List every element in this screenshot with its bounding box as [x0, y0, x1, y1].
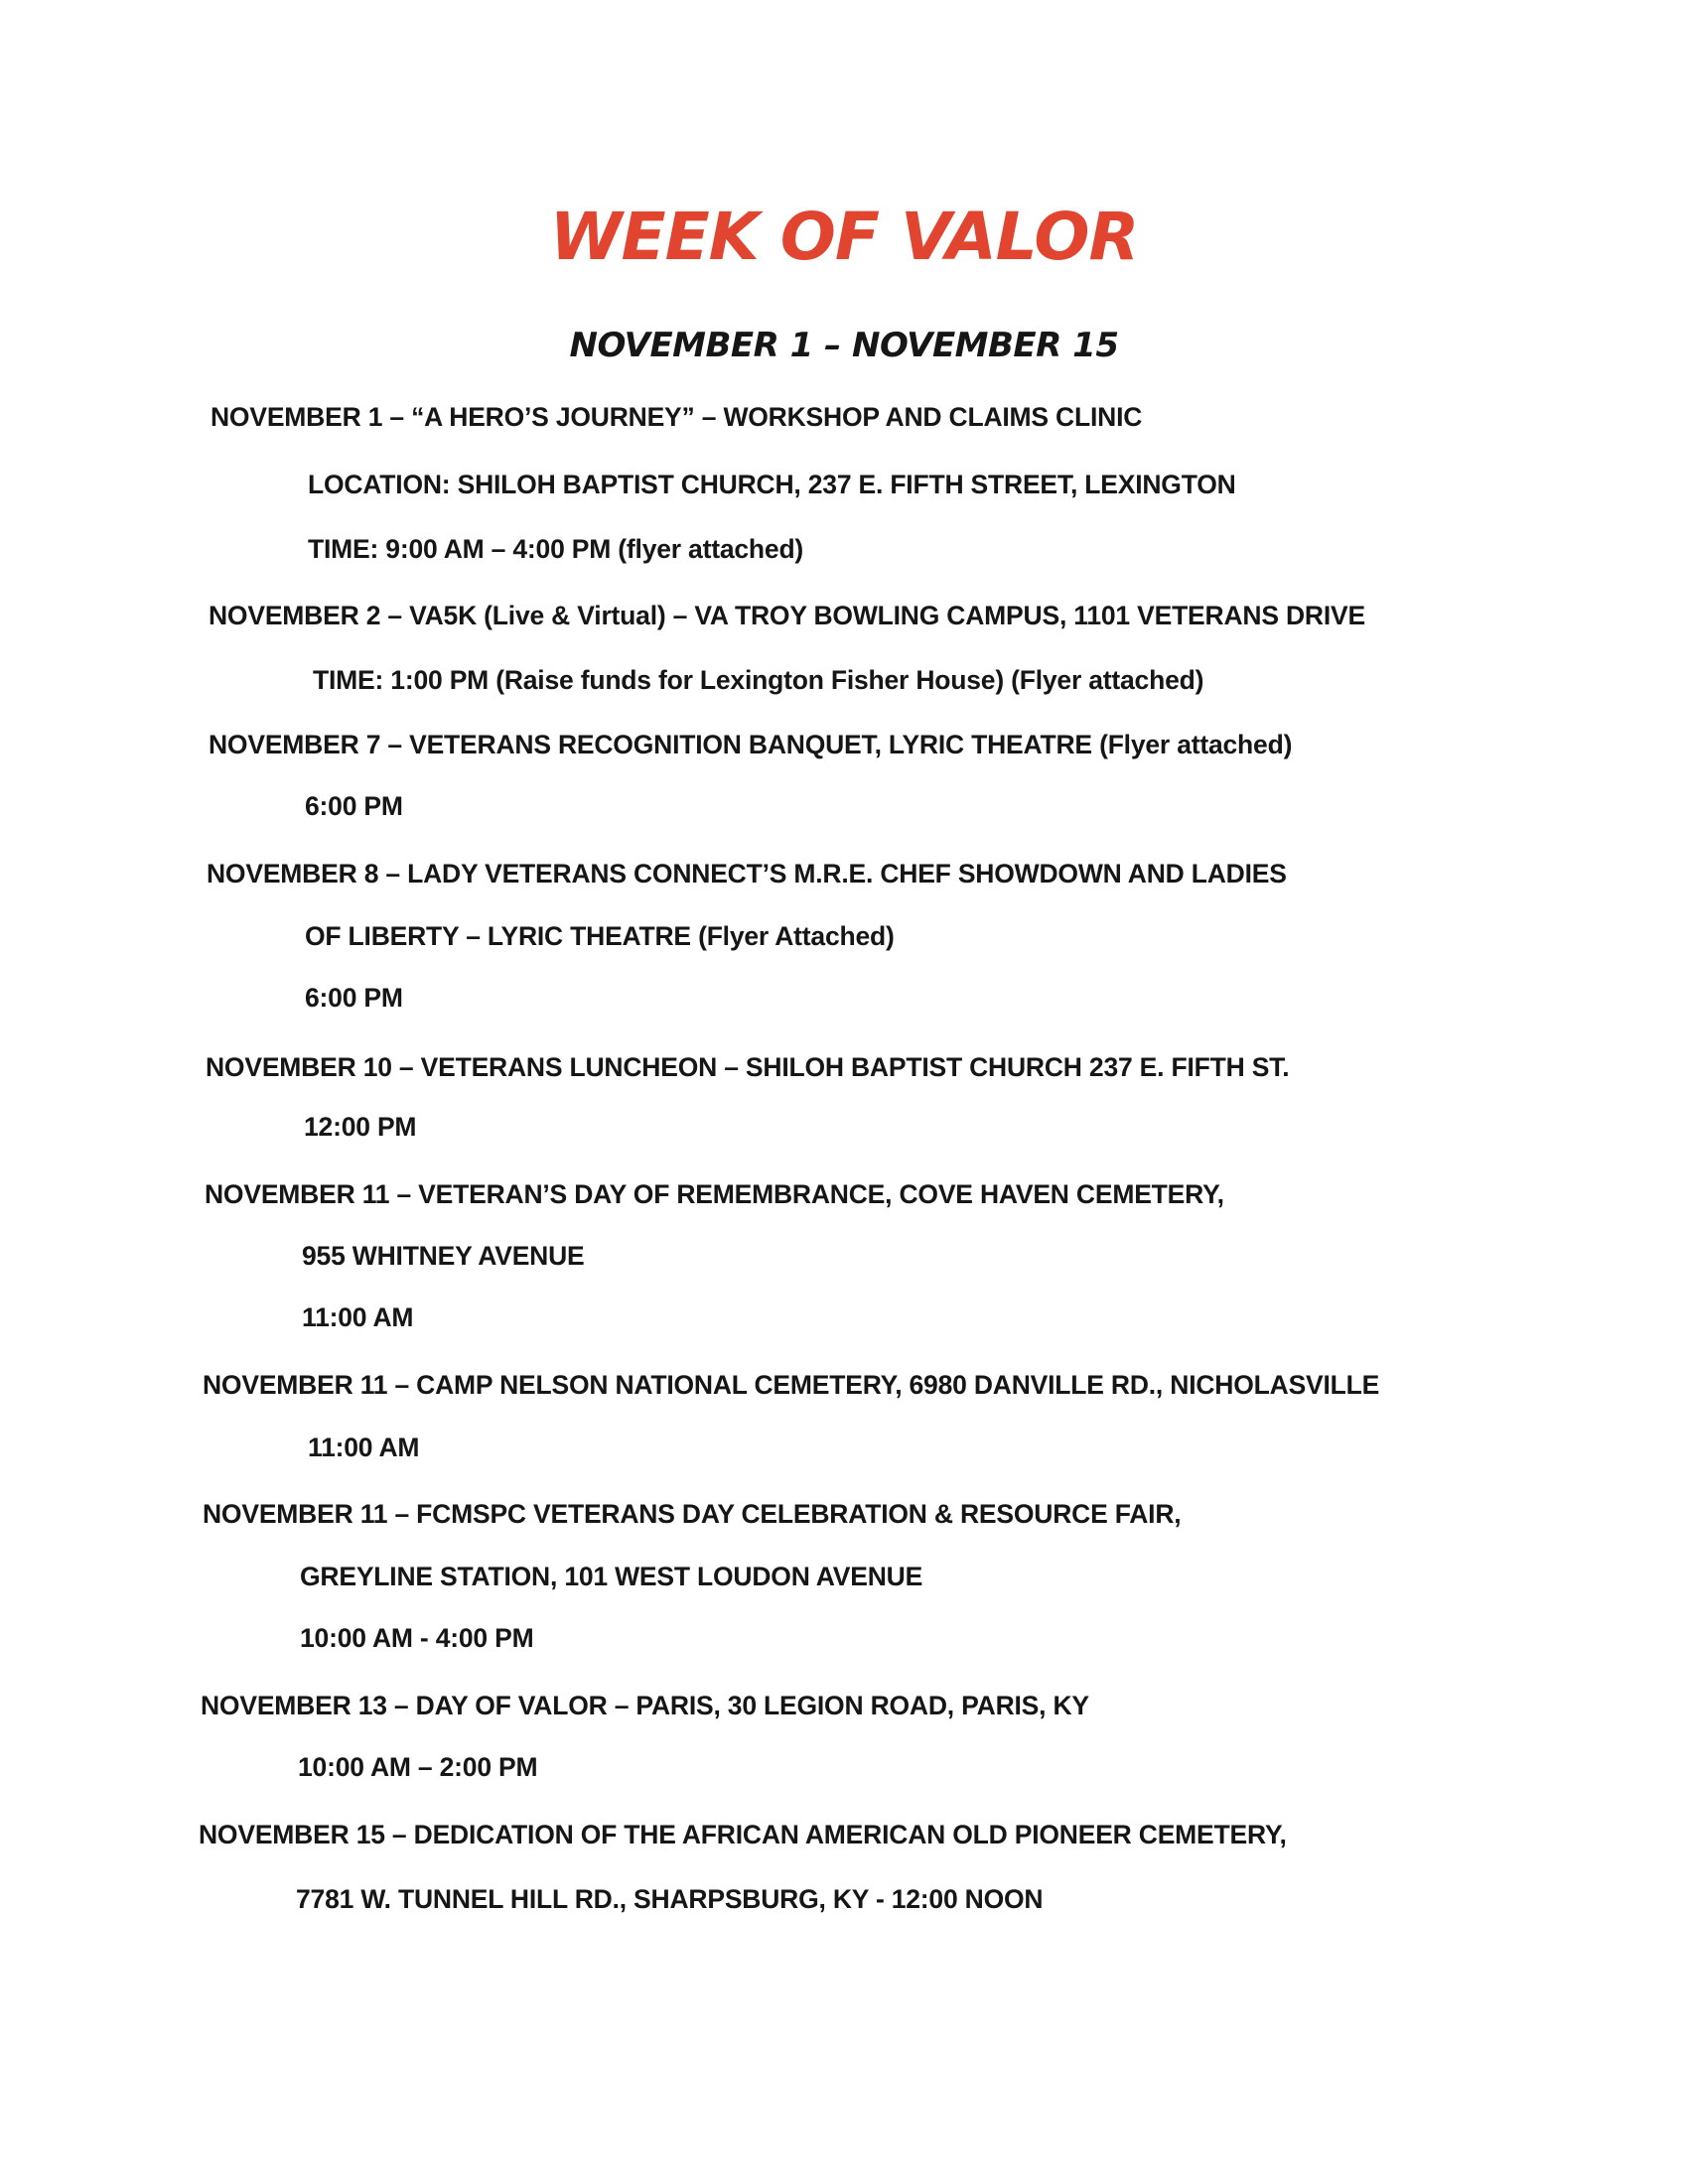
document-title: WEEK OF VALOR [549, 199, 1139, 275]
event-heading: NOVEMBER 1 – “A HERO’S JOURNEY” – WORKSHOP AND CLAIMS CLINIC [211, 402, 1143, 432]
event-heading: NOVEMBER 11 – CAMP NELSON NATIONAL CEMETERY, 6980 DANVILLE RD., NICHOLASVILLE [203, 1370, 1380, 1400]
date-range-subtitle: NOVEMBER 1 – NOVEMBER 15 [569, 326, 1119, 365]
event-detail: 11:00 AM [302, 1302, 414, 1332]
event-detail: 6:00 PM [305, 983, 403, 1013]
event-heading: NOVEMBER 10 – VETERANS LUNCHEON – SHILOH BAPTIST CHURCH 237 E. FIFTH ST. [206, 1052, 1290, 1082]
event-detail: 10:00 AM – 2:00 PM [298, 1752, 538, 1782]
event-detail: 12:00 PM [304, 1112, 417, 1142]
event-detail: 10:00 AM - 4:00 PM [300, 1623, 534, 1653]
event-heading: NOVEMBER 8 – LADY VETERANS CONNECT’S M.R.E. CHEF SHOWDOWN AND LADIES [207, 859, 1287, 888]
event-detail: 6:00 PM [305, 791, 403, 821]
event-detail: GREYLINE STATION, 101 WEST LOUDON AVENUE [300, 1562, 923, 1591]
event-detail: TIME: 1:00 PM (Raise funds for Lexington Fisher House) (Flyer attached) [313, 665, 1204, 695]
event-heading: NOVEMBER 13 – DAY OF VALOR – PARIS, 30 LEGION ROAD, PARIS, KY [201, 1691, 1089, 1720]
event-detail: TIME: 9:00 AM – 4:00 PM (flyer attached) [308, 534, 804, 564]
event-detail: 7781 W. TUNNEL HILL RD., SHARPSBURG, KY - 12:00 NOON [296, 1884, 1044, 1914]
event-detail: 11:00 AM [308, 1433, 420, 1462]
event-detail: 955 WHITNEY AVENUE [302, 1241, 585, 1271]
event-detail: OF LIBERTY – LYRIC THEATRE (Flyer Attached) [305, 921, 895, 951]
event-heading: NOVEMBER 11 – FCMSPC VETERANS DAY CELEBRATION & RESOURCE FAIR, [203, 1499, 1182, 1529]
event-detail: LOCATION: SHILOH BAPTIST CHURCH, 237 E. FIFTH STREET, LEXINGTON [308, 470, 1236, 499]
event-heading: NOVEMBER 11 – VETERAN’S DAY OF REMEMBRANCE, COVE HAVEN CEMETERY, [205, 1179, 1224, 1209]
event-heading: NOVEMBER 7 – VETERANS RECOGNITION BANQUET, LYRIC THEATRE (Flyer attached) [209, 730, 1293, 759]
event-heading: NOVEMBER 2 – VA5K (Live & Virtual) – VA TROY BOWLING CAMPUS, 1101 VETERANS DRIVE [209, 601, 1365, 630]
event-heading: NOVEMBER 15 – DEDICATION OF THE AFRICAN AMERICAN OLD PIONEER CEMETERY, [199, 1820, 1287, 1849]
